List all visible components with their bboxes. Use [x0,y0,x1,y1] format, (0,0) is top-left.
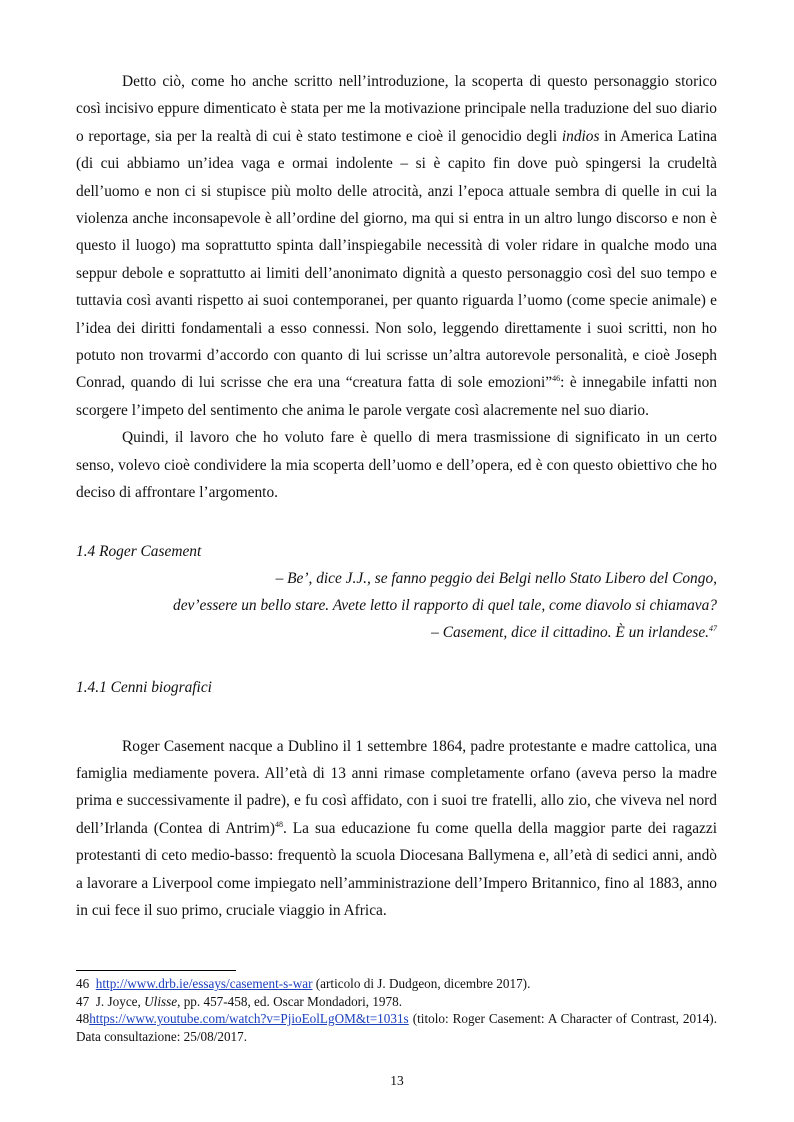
footnote-ref-46[interactable]: 46 [552,374,561,384]
footnote-47-text-b: , pp. 457-458, ed. Oscar Mondadori, 1978. [177,993,402,1009]
section-heading-1-4-1: 1.4.1 Cenni biografici [76,678,212,696]
paragraph-1-text-a: Detto ciò, come ho anche scritto nell’introduzione, la scoperta di questo personaggio storico così incisivo eppure dimenticato è stata per me la motivazione principale nella traduzione del suo diario o reportage, sia per la realtà di cui è stato testimone e cioè il genocidio degli [76,73,717,145]
footnote-ref-48[interactable]: 48 [275,819,283,829]
paragraph-3-text-b: . La sua educazione fu come quella della maggior parte dei ragazzi protestanti di ceto medio-basso: frequentò la scuola Diocesana Ballymena e, all’età di sedici anni, andò a lavorare a Liverpool come impiegato nell’amministrazione dell’Impero Britannico, fino al 1883, anno in cui fece il suo primo, cruciale viaggio in Africa. [76,819,717,919]
paragraph-1-text-b: in America Latina (di cui abbiamo un’idea vaga e ormai indolente – si è capito fin dove può spingersi la crudeltà dell’uomo e non ci si stupisce più molto delle atrocità, anzi l’epoca attuale sembra di quelle in cui la violenza anche inconsapevole è all’ordine del giorno, ma qui si entra in un altro lungo discorso e non è questo il luogo) ma soprattutto spinta dall’inspiegabile necessità di voler ridare in qualche modo una seppur debole e soprattutto ai limiti dell’anonimato dignità a questo personaggio così del suo tempo e tuttavia così avanti rispetto ai suoi contemporanei, per quanto riguarda l’uomo (come specie animale) e l’idea dei diritti fondamentali a esso connessi. Non solo, leggendo direttamente i suoi scritti, non ho potuto non trovarmi d’accordo con quanto di lui scrisse un’altra autorevole personalità, e cioè Joseph Conrad, quando di lui scrisse che era una “creatura fatta di sole emozioni” [76,127,717,392]
epigraph-line-2: dev’essere un bello stare. Avete letto il rapporto di quel tale, come diavolo si chiamava? [173,596,717,614]
page-number: 13 [390,1073,404,1088]
footnote-48-link[interactable]: https://www.youtube.com/watch?v=PjioEolLgOM&t=1031s [89,1011,409,1026]
footnote-47 [76,993,717,1011]
footnote-48 [76,1010,717,1045]
footnote-ref-47[interactable]: 47 [709,623,717,633]
paragraph-3 [76,733,717,925]
paragraph-3-text-a: Roger Casement nacque a Dublino il 1 settembre 1864, padre protestante e madre cattolica, una famiglia mediamente povera. All’età di 13 anni rimase completamente orfano (aveva perso la madre prima e successivamente il padre), e fu così affidato, con i suoi tre fratelli, allo zio, che viveva nel nord dell’Irlanda (Contea di Antrim) [76,737,717,837]
footnote-47-italic: Ulisse [144,993,178,1009]
section-heading-1-4: 1.4 Roger Casement [76,542,202,560]
footnote-46-text: (articolo di J. Dudgeon, dicembre 2017). [312,976,531,991]
footnote-47-text-a: J. Joyce, [89,993,145,1009]
footnotes [76,975,717,1045]
epigraph-line-1: – Be’, dice J.J., se fanno peggio dei Belgi nello Stato Libero del Congo, [275,569,717,587]
footnote-47-number: 47 [76,993,90,1009]
footnote-separator [76,970,236,971]
paragraph-1 [76,68,717,424]
paragraph-1-text-c: : è innegabile infatti non scorgere l’impeto del sentimento che anima le parole vergate così alacremente nel suo diario. [76,374,717,419]
footnote-46-number: 46 [76,976,90,991]
epigraph-line-3 [76,619,717,646]
footnote-46-link[interactable]: http://www.drb.ie/essays/casement-s-war [95,976,313,991]
footnote-48-number: 48 [76,1011,90,1026]
paragraph-2: Quindi, il lavoro che ho voluto fare è quello di mera trasmissione di significato in un certo senso, volevo cioè condividere la mia scoperta dell’uomo e dell’opera, ed è con questo obiettivo che ho deciso di affrontare l’argomento. [76,429,717,502]
footnote-48-text: (titolo: Roger Casement: A Character of Contrast, 2014). Data consultazione: 25/08/2017. [76,1011,717,1044]
page-body [76,68,717,924]
footnote-46 [76,975,717,993]
paragraph-1-italic: indios [561,127,600,145]
epigraph-line-3-text: – Casement, dice il cittadino. È un irlandese. [431,623,709,641]
